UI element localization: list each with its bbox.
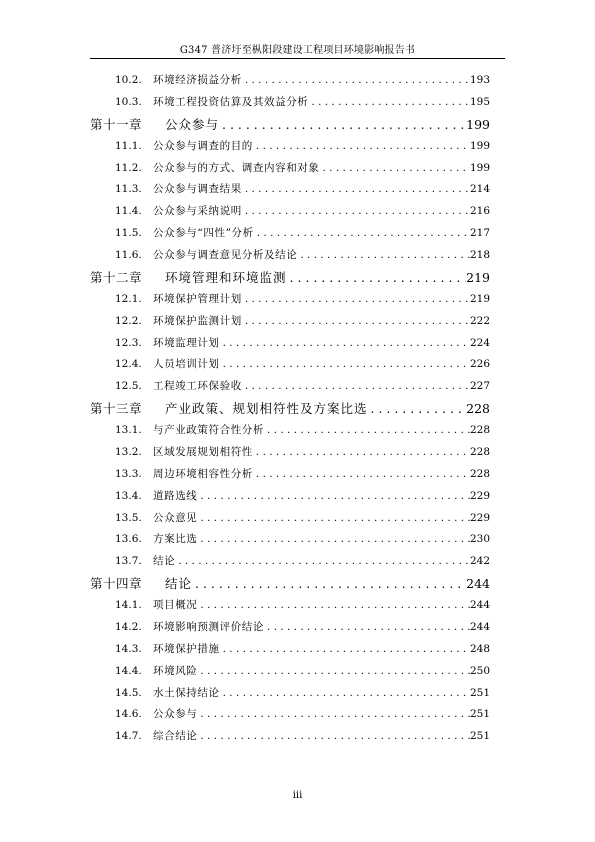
toc-section-row[interactable] xyxy=(0,726,490,748)
toc-entry-number: 13.7. xyxy=(115,555,142,568)
toc-entry-number: 10.2. xyxy=(115,74,142,86)
toc-entry-title: 环境监理计划 xyxy=(153,336,220,349)
toc-entry-page: 248 xyxy=(469,642,490,655)
toc-entry-page: 195 xyxy=(469,95,490,108)
toc-section-row[interactable] xyxy=(0,661,490,683)
toc-entry-page: 214 xyxy=(469,183,490,196)
toc-entry-number: 12.4. xyxy=(115,358,142,371)
toc-entry-number: 14.3. xyxy=(115,642,142,655)
toc-entry-page: 228 xyxy=(469,445,490,458)
toc-entry-page: 219 xyxy=(469,292,490,305)
toc-chapter-row[interactable] xyxy=(0,267,490,289)
toc-entry-title: 公众参与 xyxy=(165,116,220,132)
toc-section-row[interactable] xyxy=(0,92,490,114)
toc-dot-leader xyxy=(297,245,470,267)
toc-dot-leader xyxy=(197,529,470,551)
toc-entry-page: 244 xyxy=(466,576,490,592)
toc-chapter-row[interactable] xyxy=(0,398,490,420)
toc-dot-leader xyxy=(253,442,470,464)
toc-entry-title: 与产业政策符合性分析 xyxy=(153,424,264,436)
toc-dot-leader xyxy=(197,704,470,726)
toc-entry-number: 第十三章 xyxy=(90,401,143,417)
toc-entry-title: 道路选线 xyxy=(153,489,198,502)
toc-section-row[interactable] xyxy=(0,420,490,442)
toc-entry-title: 公众参与调查结果 xyxy=(153,183,242,196)
toc-entry-page: 228 xyxy=(466,401,490,417)
toc-section-row[interactable] xyxy=(0,683,490,705)
toc-entry-page: 199 xyxy=(469,161,490,174)
toc-section-row[interactable] xyxy=(0,201,490,223)
toc-entry-number: 第十一章 xyxy=(90,116,143,132)
toc-section-row[interactable] xyxy=(0,529,490,551)
toc-entry-title: 公众参与“四性”分析 xyxy=(153,227,254,240)
toc-entry-title: 方案比选 xyxy=(153,533,198,546)
toc-section-row[interactable] xyxy=(0,245,490,267)
toc-section-row[interactable] xyxy=(0,704,490,726)
toc-entry-title: 人员培训计划 xyxy=(153,358,220,371)
toc-entry-page: 193 xyxy=(469,74,490,86)
toc-entry-number: 14.1. xyxy=(115,599,142,611)
toc-entry-page: 222 xyxy=(469,314,490,327)
toc-entry-page: 219 xyxy=(466,269,490,285)
toc-entry-page: 217 xyxy=(469,227,490,240)
toc-entry-page: 224 xyxy=(469,336,490,349)
toc-entry-title: 公众参与采纳说明 xyxy=(153,205,242,218)
toc-entry-title: 环境经济损益分析 xyxy=(153,74,242,86)
toc-entry-title: 环境保护措施 xyxy=(153,642,220,655)
toc-entry-number: 14.5. xyxy=(115,686,142,699)
toc-entry-number: 14.6. xyxy=(115,708,142,721)
toc-dot-leader xyxy=(242,311,470,333)
toc-dot-leader xyxy=(242,179,470,201)
toc-dot-leader xyxy=(197,661,470,683)
toc-dot-leader xyxy=(220,683,470,705)
toc-entry-title: 公众参与 xyxy=(153,708,198,721)
toc-entry-number: 14.2. xyxy=(115,620,142,633)
page-number: iii xyxy=(292,790,303,801)
toc-dot-leader xyxy=(287,267,467,289)
toc-entry-number: 第十四章 xyxy=(90,576,143,592)
toc-entry-title: 结论 xyxy=(165,576,193,592)
toc-entry-number: 13.1. xyxy=(115,424,142,436)
toc-dot-leader xyxy=(368,398,467,420)
toc-section-row[interactable] xyxy=(0,311,490,333)
toc-entry-page: 244 xyxy=(469,620,490,633)
toc-dot-leader xyxy=(197,726,470,748)
toc-entry-number: 11.2. xyxy=(115,161,142,174)
toc-dot-leader xyxy=(320,158,470,180)
toc-entry-page: 199 xyxy=(469,139,490,152)
toc-entry-page: 229 xyxy=(469,511,490,524)
toc-dot-leader xyxy=(254,223,470,245)
toc-dot-leader xyxy=(220,333,470,355)
toc-entry-page: 228 xyxy=(469,467,490,480)
toc-entry-title: 环境管理和环境监测 xyxy=(165,269,287,285)
toc-entry-number: 12.3. xyxy=(115,336,142,349)
toc-section-row[interactable] xyxy=(0,508,490,530)
toc-section-row[interactable] xyxy=(0,639,490,661)
toc-section-row[interactable] xyxy=(0,376,490,398)
toc-entry-number: 13.4. xyxy=(115,489,142,502)
toc-entry-title: 水土保持结论 xyxy=(153,686,220,699)
toc-chapter-row[interactable] xyxy=(0,114,490,136)
toc-dot-leader xyxy=(242,376,470,398)
toc-entry-title: 结论 xyxy=(153,555,176,568)
toc-entry-number: 11.4. xyxy=(115,205,142,218)
toc-dot-leader xyxy=(242,70,470,92)
toc-section-row[interactable] xyxy=(0,442,490,464)
toc-entry-number: 13.2. xyxy=(115,445,142,458)
toc-dot-leader xyxy=(308,92,470,114)
toc-entry-page: 226 xyxy=(469,358,490,371)
toc-entry-page: 230 xyxy=(469,533,490,546)
toc-dot-leader xyxy=(197,595,470,617)
toc-entry-number: 第十二章 xyxy=(90,269,143,285)
toc-entry-title: 综合结论 xyxy=(153,730,198,743)
toc-entry-title: 产业政策、规划相符性及方案比选 xyxy=(165,401,368,417)
toc-entry-number: 13.6. xyxy=(115,533,142,546)
toc-entry-title: 环境保护监测计划 xyxy=(153,314,242,327)
toc-entry-page: 251 xyxy=(469,686,490,699)
toc-dot-leader xyxy=(253,464,470,486)
toc-dot-leader xyxy=(242,289,470,311)
toc-entry-page: 229 xyxy=(469,489,490,502)
toc-dot-leader xyxy=(220,639,470,661)
toc-section-row[interactable] xyxy=(0,158,490,180)
toc-section-row[interactable] xyxy=(0,354,490,376)
toc-dot-leader xyxy=(192,573,466,595)
toc-entry-title: 区域发展规划相符性 xyxy=(153,445,253,458)
toc-entry-number: 14.7. xyxy=(115,730,142,743)
toc-entry-title: 周边环境相容性分析 xyxy=(153,467,253,480)
toc-dot-leader xyxy=(220,354,470,376)
toc-entry-page: 216 xyxy=(469,205,490,218)
toc-entry-number: 11.1. xyxy=(115,139,142,152)
toc-entry-title: 公众参与调查的目的 xyxy=(153,139,253,152)
toc-entry-number: 13.5. xyxy=(115,511,142,524)
toc-entry-page: 250 xyxy=(469,664,490,677)
toc-section-row[interactable] xyxy=(0,223,490,245)
toc-section-row[interactable] xyxy=(0,486,490,508)
toc-entry-number: 10.3. xyxy=(115,95,142,108)
toc-dot-leader xyxy=(264,617,470,639)
toc-section-row[interactable] xyxy=(0,595,490,617)
toc-section-row[interactable] xyxy=(0,333,490,355)
header-divider xyxy=(90,58,505,59)
toc-entry-number: 13.3. xyxy=(115,467,142,480)
toc-section-row[interactable] xyxy=(0,617,490,639)
toc-entry-number: 12.2. xyxy=(115,314,142,327)
toc-entry-page: 227 xyxy=(469,380,490,393)
toc-chapter-row[interactable] xyxy=(0,573,490,595)
toc-dot-leader xyxy=(197,486,470,508)
toc-entry-number: 12.1. xyxy=(115,292,142,305)
toc-entry-title: 环境保护管理计划 xyxy=(153,292,242,305)
toc-entry-title: 环境风险 xyxy=(153,664,198,677)
toc-section-row[interactable] xyxy=(0,179,490,201)
running-header: G347 普济圩至枞阳段建设工程项目环境影响报告书 xyxy=(179,45,416,56)
toc-section-row[interactable] xyxy=(0,289,490,311)
toc-entry-number: 11.6. xyxy=(115,249,142,261)
table-of-contents xyxy=(0,70,595,748)
toc-entry-title: 环境工程投资估算及其效益分析 xyxy=(153,95,309,108)
toc-dot-leader xyxy=(242,201,470,223)
toc-dot-leader xyxy=(253,136,470,158)
toc-dot-leader xyxy=(264,420,470,442)
toc-section-row[interactable] xyxy=(0,464,490,486)
toc-entry-page: 251 xyxy=(469,708,490,721)
toc-entry-page: 228 xyxy=(469,424,490,436)
toc-entry-title: 公众参与调查意见分析及结论 xyxy=(153,249,298,261)
toc-section-row[interactable] xyxy=(0,70,490,92)
toc-entry-page: 251 xyxy=(469,730,490,743)
toc-entry-page: 244 xyxy=(469,599,490,611)
toc-entry-title: 项目概况 xyxy=(153,599,198,611)
toc-entry-number: 11.5. xyxy=(115,227,142,240)
toc-dot-leader xyxy=(175,551,470,573)
toc-entry-page: 242 xyxy=(469,555,490,568)
toc-entry-number: 11.3. xyxy=(115,183,142,196)
toc-entry-page: 218 xyxy=(469,249,490,261)
toc-entry-title: 公众参与的方式、调查内容和对象 xyxy=(153,161,320,174)
toc-dot-leader xyxy=(197,508,470,530)
toc-entry-title: 工程竣工环保验收 xyxy=(153,380,242,393)
toc-entry-number: 12.5. xyxy=(115,380,142,393)
toc-section-row[interactable] xyxy=(0,136,490,158)
toc-entry-page: 199 xyxy=(466,116,490,132)
toc-entry-number: 14.4. xyxy=(115,664,142,677)
toc-entry-title: 环境影响预测评价结论 xyxy=(153,620,264,633)
toc-section-row[interactable] xyxy=(0,551,490,573)
toc-dot-leader xyxy=(219,114,466,136)
toc-entry-title: 公众意见 xyxy=(153,511,198,524)
